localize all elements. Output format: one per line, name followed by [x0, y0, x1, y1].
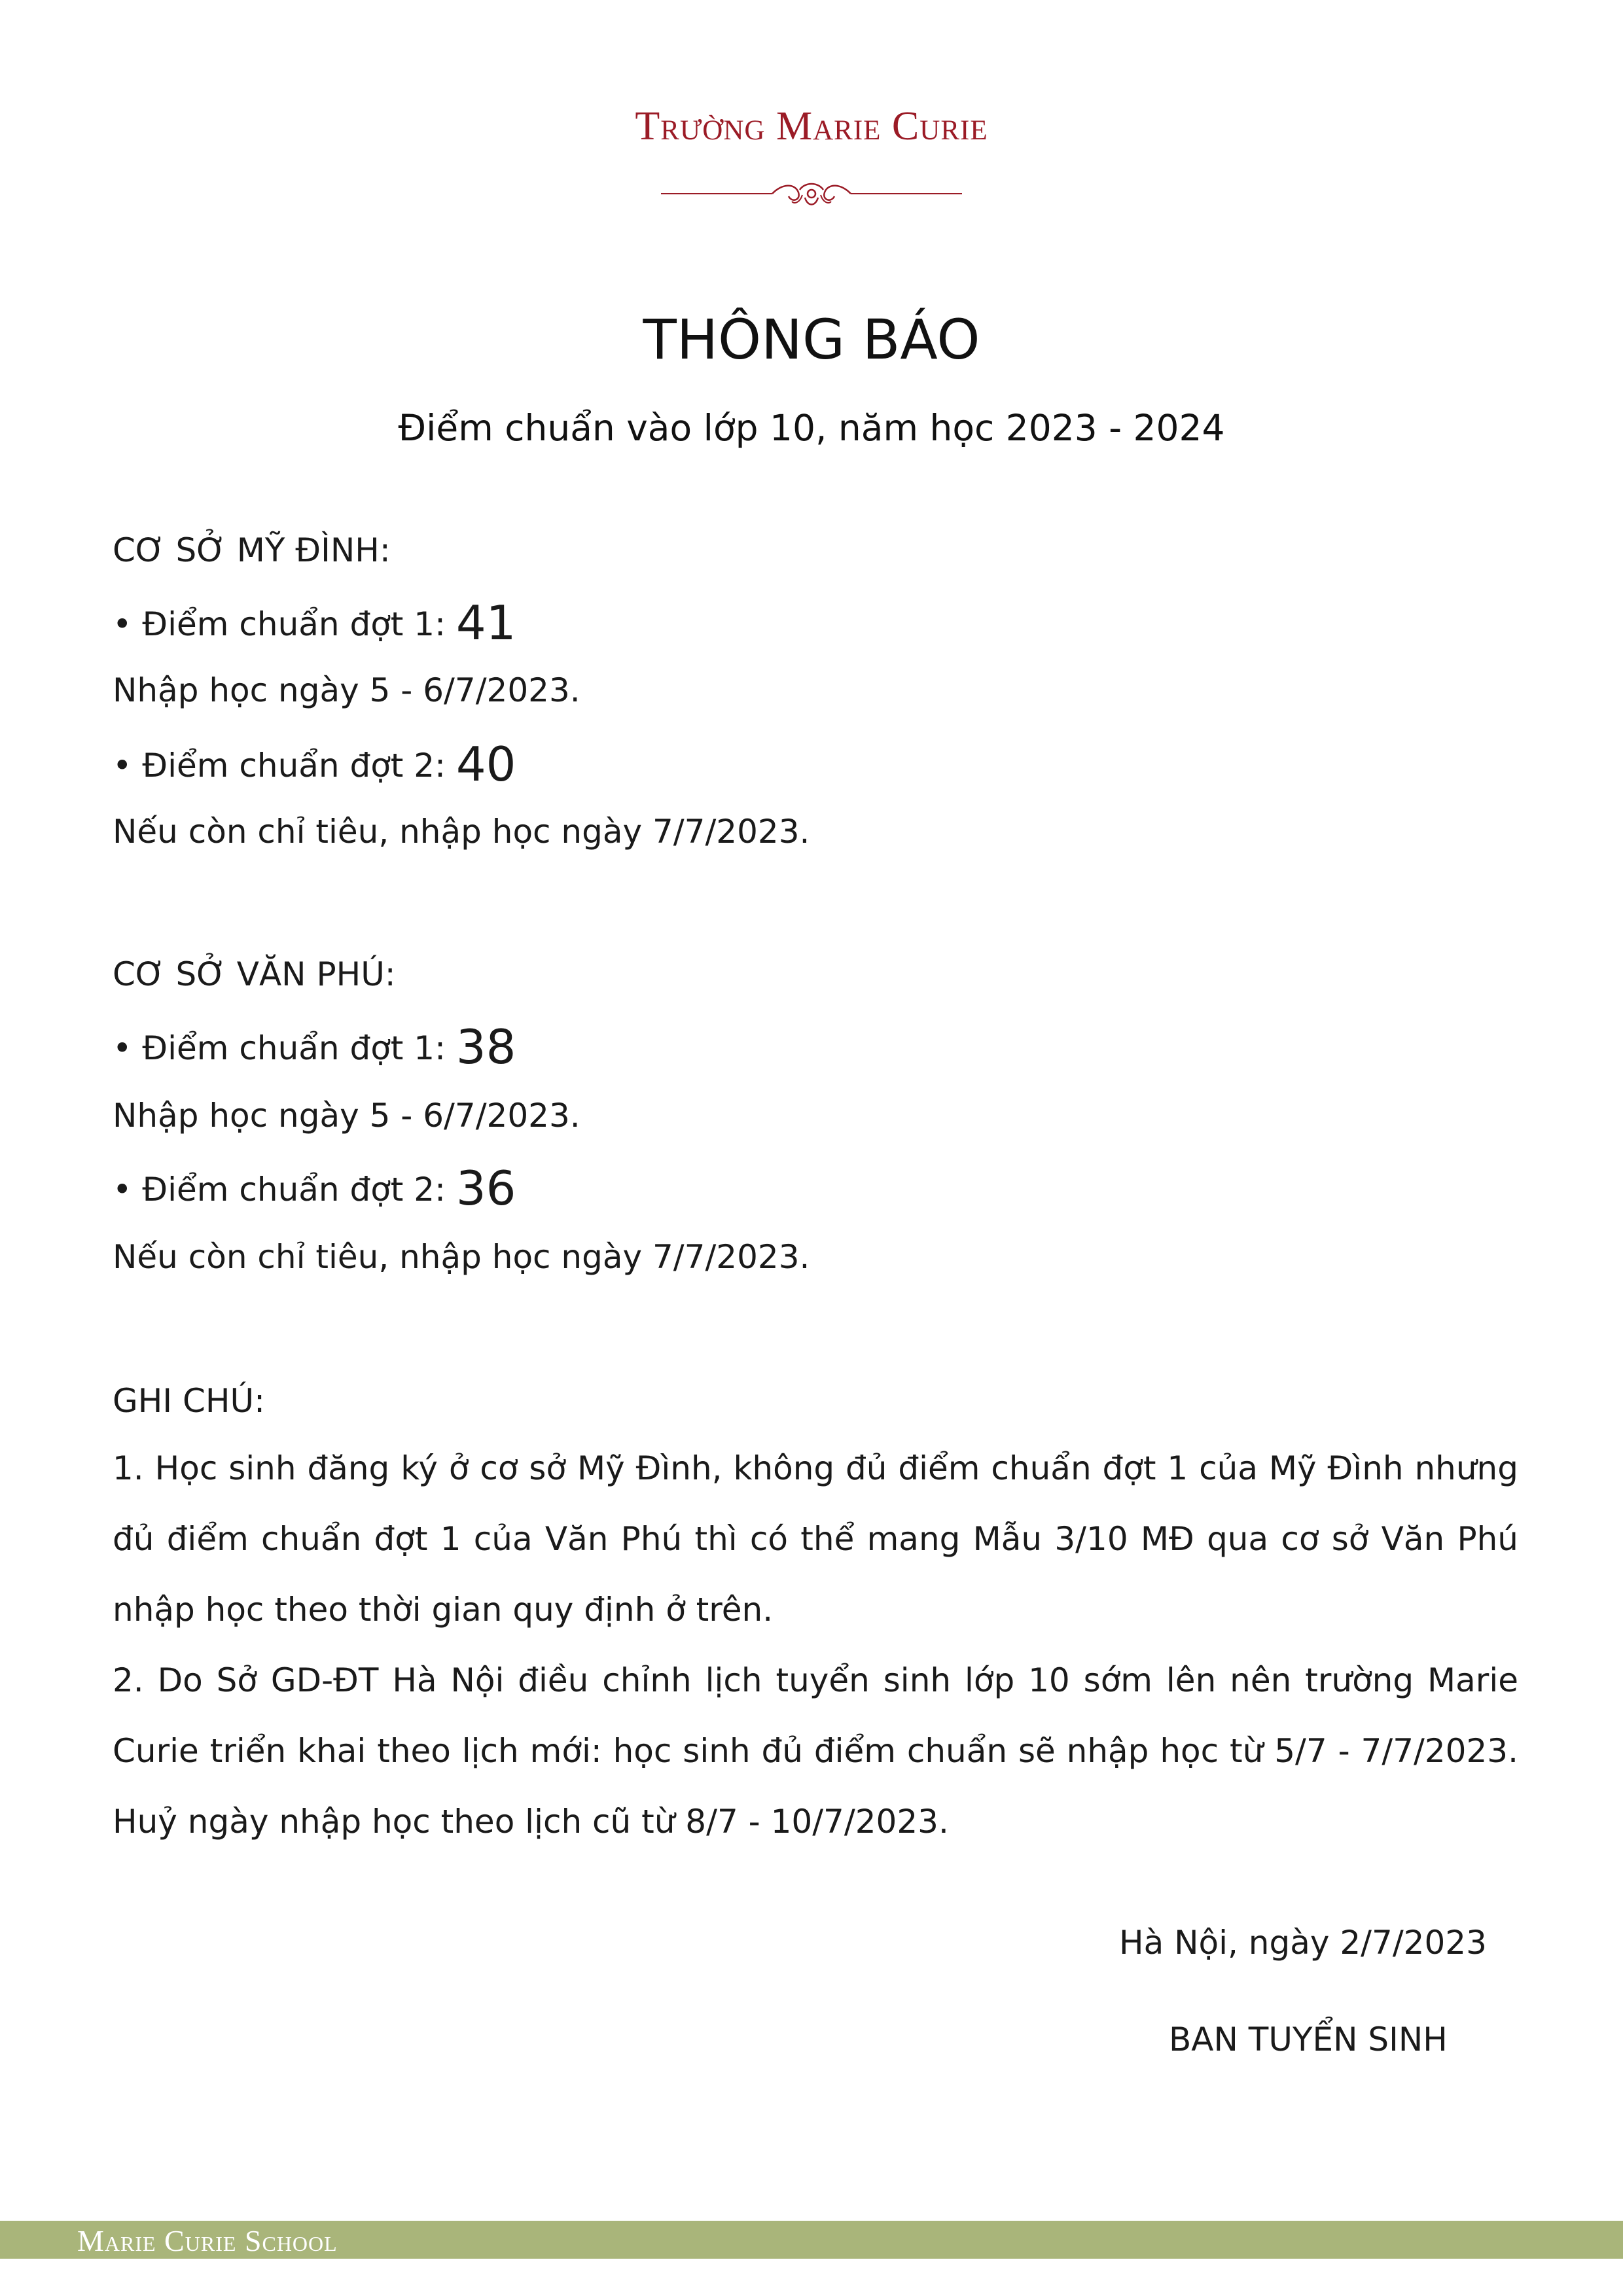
campus-heading: CƠ SỞ VĂN PHÚ: — [113, 955, 396, 993]
note-item: 1. Học sinh đăng ký ở cơ sở Mỹ Đình, không đủ điểm chuẩn đợt 1 của Mỹ Đình nhưng đủ điểm chuẩn đợt 1 của Văn Phú thì có thể mang Mẫu 3/10 MĐ qua cơ sở Văn Phú nhập học theo thời gian quy định ở trên. — [113, 1449, 1518, 1629]
round1-score: 41 — [455, 595, 516, 650]
round2-note: Nếu còn chỉ tiêu, nhập học ngày 7/7/2023. — [113, 813, 810, 851]
round1-line — [113, 1019, 516, 1074]
signature-date: Hà Nội, ngày 2/7/2023 — [1119, 1924, 1487, 1962]
round2-note: Nếu còn chỉ tiêu, nhập học ngày 7/7/2023. — [113, 1238, 810, 1276]
round1-note: Nhập học ngày 5 - 6/7/2023. — [113, 671, 580, 709]
notice-subtitle: Điểm chuẩn vào lớp 10, năm học 2023 - 2024 — [398, 407, 1225, 449]
footer-text: Marie Curie School — [77, 2224, 338, 2257]
round1-note: Nhập học ngày 5 - 6/7/2023. — [113, 1097, 580, 1135]
round2-score: 40 — [455, 737, 516, 792]
note-item: 2. Do Sở GD-ĐT Hà Nội điều chỉnh lịch tuyển sinh lớp 10 sớm lên nên trường Marie Curie triển khai theo lịch mới: học sinh đủ điểm chuẩn sẽ nhập học từ 5/7 - 7/7/2023. Huỷ ngày nhập học theo lịch cũ từ 8/7 - 10/7/2023. — [113, 1661, 1518, 1841]
footer-bar — [0, 2221, 1623, 2259]
notes-heading: GHI CHÚ: — [113, 1382, 265, 1420]
round2-label: • Điểm chuẩn đợt 2: — [113, 747, 456, 785]
round1-line — [113, 595, 516, 650]
campus-heading: CƠ SỞ MỸ ĐÌNH: — [113, 531, 391, 569]
ornament-divider-icon — [654, 175, 969, 215]
signature-signer: BAN TUYỂN SINH — [1169, 2021, 1448, 2058]
school-name: Trường Marie Curie — [635, 104, 988, 149]
round2-line — [113, 1161, 516, 1216]
round2-line — [113, 737, 516, 792]
round2-label: • Điểm chuẩn đợt 2: — [113, 1171, 456, 1209]
round1-label: • Điểm chuẩn đợt 1: — [113, 605, 456, 643]
round1-label: • Điểm chuẩn đợt 1: — [113, 1029, 456, 1067]
round2-score: 36 — [455, 1161, 516, 1216]
round1-score: 38 — [455, 1019, 516, 1074]
notice-title: THÔNG BÁO — [643, 308, 980, 372]
